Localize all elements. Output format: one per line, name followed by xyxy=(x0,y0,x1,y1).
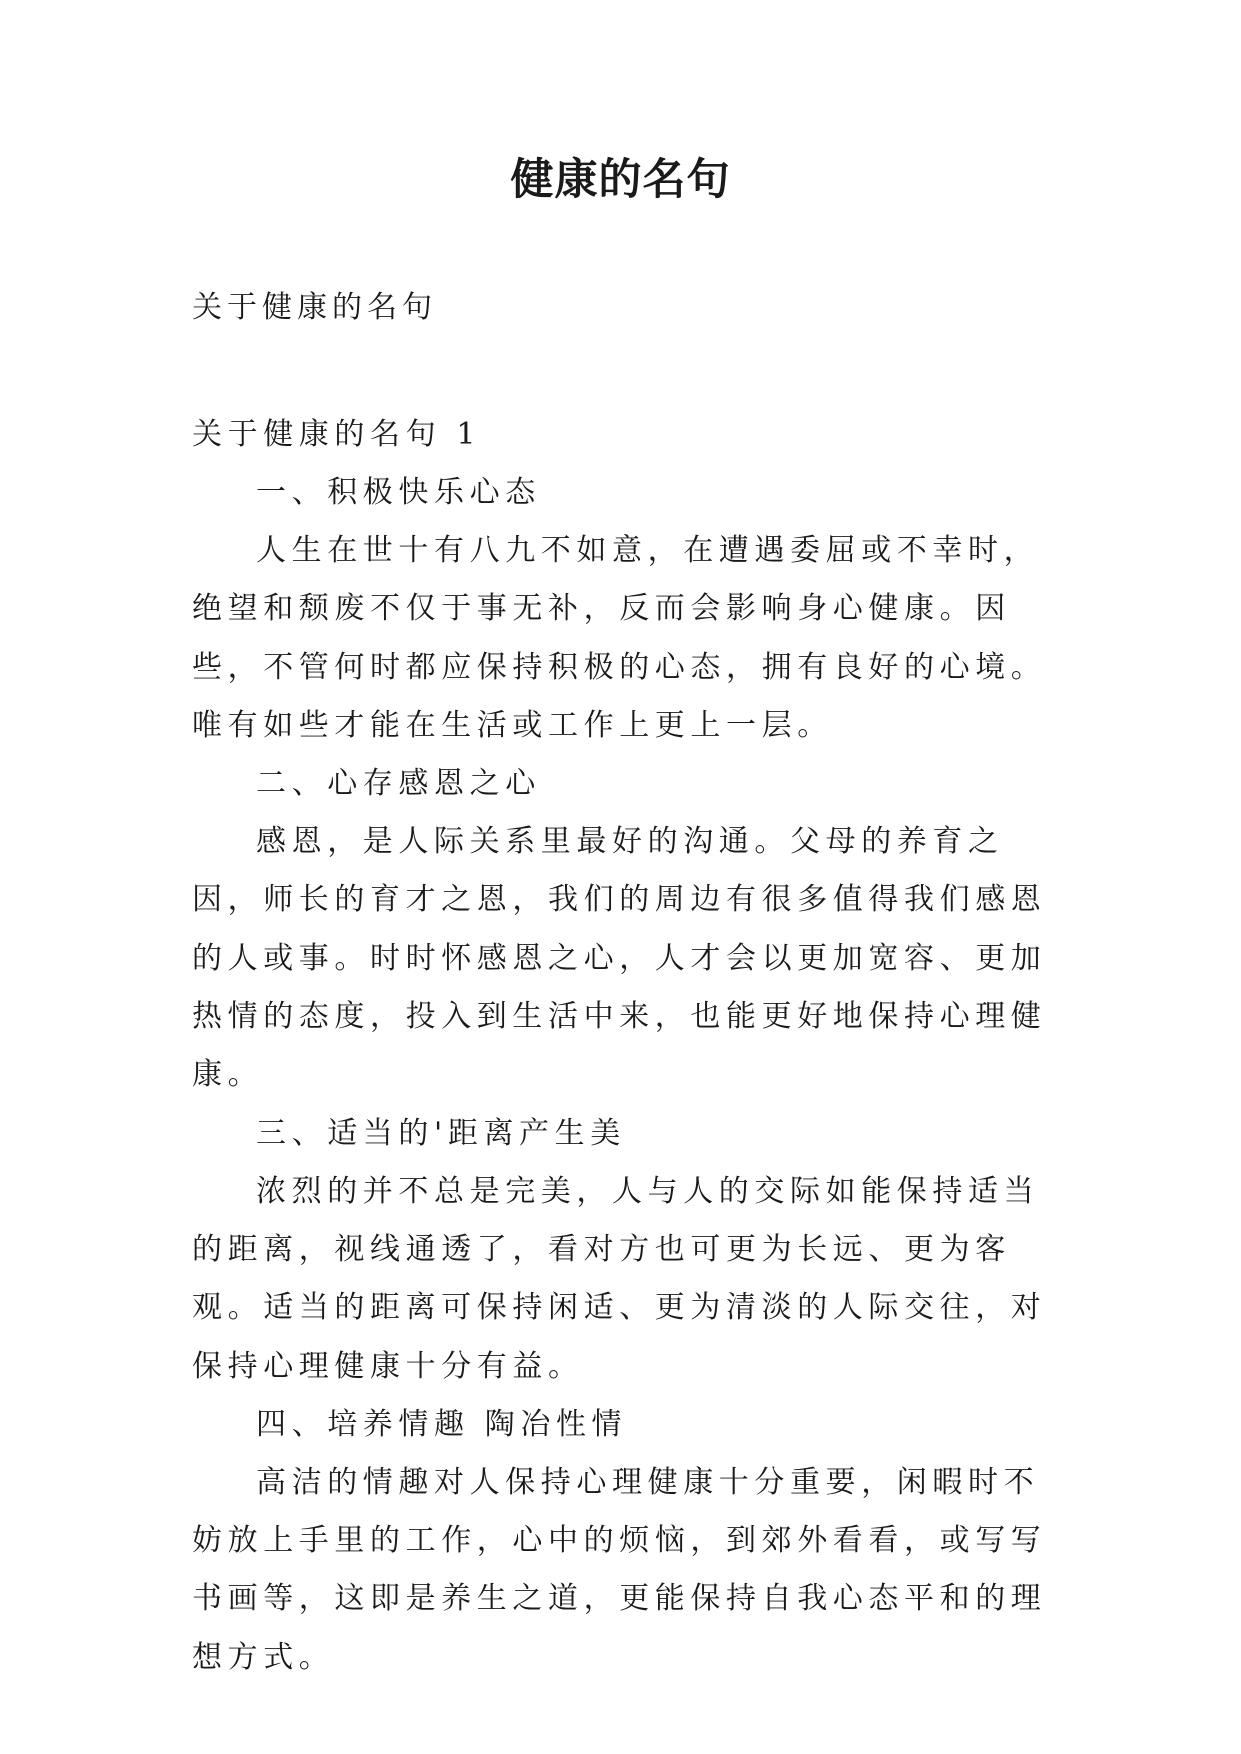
document-body xyxy=(192,406,1072,1687)
section-heading: 二、心存感恩之心 xyxy=(256,766,541,802)
section-heading: 三、适当的'距离产生美 xyxy=(256,1115,626,1151)
document-title: 健康的名句 xyxy=(510,155,731,205)
paragraph: 高洁的情趣对人保持心理健康十分重要，闲暇时不妨放上手里的工作，心中的烦恼，到郊外看看，或写写书画等，这即是养生之道，更能保持自我心态平和的理想方式。 xyxy=(192,1464,1047,1675)
section-title: 关于健康的名句 1 xyxy=(192,417,482,452)
paragraph: 浓烈的并不总是完美，人与人的交际如能保持适当的距离，视线通透了，看对方也可更为长远、更为客观。适当的距离可保持闲适、更为清淡的人际交往，对保持心理健康十分有益。 xyxy=(192,1173,1047,1384)
paragraph: 感恩，是人际关系里最好的沟通。父母的养育之因，师长的育才之恩，我们的周边有很多值得我们感恩的人或事。时时怀感恩之心，人才会以更加宽容、更加热情的态度，投入到生活中来，也能更好地保持心理健康。 xyxy=(192,824,1047,1093)
section-heading: 一、积极快乐心态 xyxy=(256,475,541,510)
section-heading: 四、培养情趣 陶冶性情 xyxy=(256,1406,628,1442)
paragraph: 人生在世十有八九不如意，在遭遇委屈或不幸时，绝望和颓废不仅于事无补，反而会影响身心健康。因些，不管何时都应保持积极的心态，拥有良好的心境。唯有如些才能在生活或工作上更上一层。 xyxy=(192,533,1047,743)
document-subtitle: 关于健康的名句 xyxy=(192,290,437,325)
